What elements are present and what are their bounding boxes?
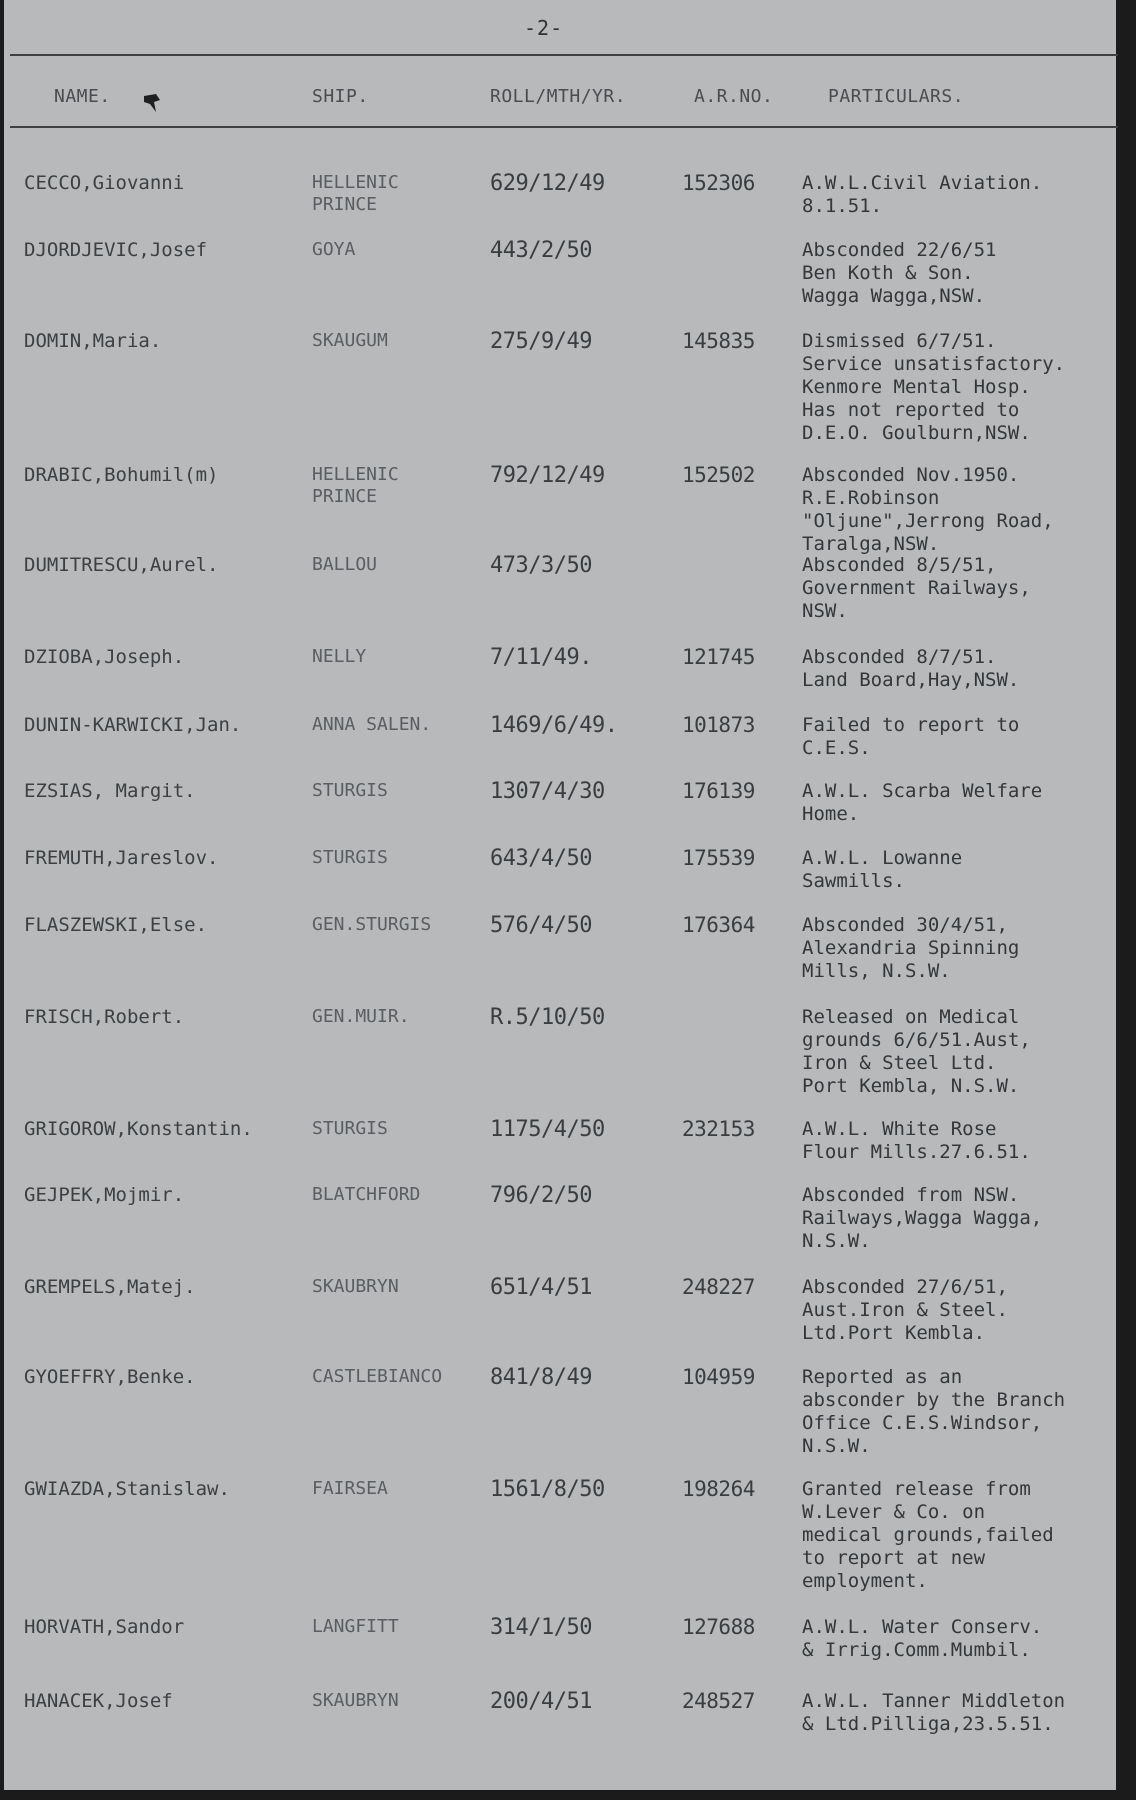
record-particulars: Reported as an absconder by the Branch Office C.E.S.Windsor, N.S.W. (802, 1366, 1066, 1457)
record-name: DRABIC,Bohumil(m) (24, 464, 219, 486)
record-name: FLASZEWSKI,Else. (24, 914, 208, 936)
record-ship: HELLENIC PRINCE (312, 172, 399, 215)
record-ship: CASTLEBIANCO (312, 1366, 443, 1387)
record-ar-no: 232153 (682, 1117, 755, 1141)
record-ship: STURGIS (312, 1118, 388, 1139)
record-ar-no: 248527 (682, 1689, 755, 1713)
record-roll: 275/9/49 (490, 329, 592, 354)
record-roll: 443/2/50 (490, 238, 592, 263)
record-particulars: Absconded 27/6/51, Aust.Iron & Steel. Ltd.Port Kembla. (802, 1276, 1008, 1344)
record-ar-no: 104959 (682, 1365, 755, 1389)
record-ar-no: 152502 (682, 463, 755, 487)
record-particulars: A.W.L. Scarba Welfare Home. (802, 780, 1043, 825)
record-ship: BALLOU (312, 554, 378, 575)
record-ship: BLATCHFORD (312, 1184, 421, 1205)
record-name: DUMITRESCU,Aurel. (24, 554, 219, 576)
record-particulars: Granted release from W.Lever & Co. on medical grounds,failed to report at new employment. (802, 1478, 1054, 1592)
record-name: HORVATH,Sandor (24, 1616, 185, 1638)
record-roll: 841/8/49 (490, 1365, 592, 1390)
record-name: DZIOBA,Joseph. (24, 646, 185, 668)
record-ar-no: 176364 (682, 913, 755, 937)
record-ship: GEN.MUIR. (312, 1006, 410, 1027)
record-particulars: Released on Medical grounds 6/6/51.Aust, Iron & Steel Ltd. Port Kembla, N.S.W. (802, 1006, 1031, 1097)
column-header-particulars: PARTICULARS. (828, 86, 965, 107)
record-name: GRIGOROW,Konstantin. (24, 1118, 253, 1140)
record-name: EZSIAS, Margit. (24, 780, 196, 802)
record-particulars: A.W.L. Tanner Middleton & Ltd.Pilliga,23.5.51. (802, 1690, 1066, 1735)
record-particulars: Absconded from NSW. Railways,Wagga Wagga, N.S.W. (802, 1184, 1043, 1252)
record-name: GYOEFFRY,Benke. (24, 1366, 196, 1388)
record-ship: LANGFITT (312, 1616, 399, 1637)
record-name: DJORDJEVIC,Josef (24, 239, 208, 261)
record-ar-no: 152306 (682, 171, 755, 195)
record-particulars: Absconded 8/7/51. Land Board,Hay,NSW. (802, 646, 1020, 691)
record-roll: 473/3/50 (490, 553, 592, 578)
record-particulars: Absconded 22/6/51 Ben Koth & Son. Wagga Wagga,NSW. (802, 239, 997, 307)
record-ar-no: 248227 (682, 1275, 755, 1299)
record-ship: ANNA SALEN. (312, 714, 432, 735)
record-name: FRISCH,Robert. (24, 1006, 185, 1028)
record-roll: 7/11/49. (490, 645, 592, 670)
column-header-ar-no: A.R.NO. (694, 86, 774, 107)
record-roll: 1469/6/49. (490, 713, 618, 738)
record-name: GWIAZDA,Stanislaw. (24, 1478, 230, 1500)
record-roll: 314/1/50 (490, 1615, 592, 1640)
record-ship: NELLY (312, 646, 367, 667)
record-ar-no: 127688 (682, 1615, 755, 1639)
ink-mark (142, 92, 162, 114)
header-bottom-rule (10, 126, 1118, 128)
record-ar-no: 121745 (682, 645, 755, 669)
record-particulars: A.W.L.Civil Aviation. 8.1.51. (802, 172, 1043, 217)
record-roll: 1175/4/50 (490, 1117, 605, 1142)
record-ar-no: 145835 (682, 329, 755, 353)
record-ship: HELLENIC PRINCE (312, 464, 399, 507)
record-ship: STURGIS (312, 780, 388, 801)
header-top-rule (10, 54, 1118, 56)
record-particulars: Absconded Nov.1950. R.E.Robinson "Oljune",Jerrong Road, Taralga,NSW. (802, 464, 1054, 555)
record-name: GREMPELS,Matej. (24, 1276, 196, 1298)
record-roll: 629/12/49 (490, 171, 605, 196)
record-ship: SKAUBRYN (312, 1690, 399, 1711)
record-name: DUNIN-KARWICKI,Jan. (24, 714, 242, 736)
record-roll: 796/2/50 (490, 1183, 592, 1208)
record-ar-no: 198264 (682, 1477, 755, 1501)
record-name: CECCO,Giovanni (24, 172, 185, 194)
record-roll: 1561/8/50 (490, 1477, 605, 1502)
record-name: FREMUTH,Jareslov. (24, 847, 219, 869)
page-number: -2- (524, 16, 564, 40)
record-particulars: Dismissed 6/7/51. Service unsatisfactory. Kenmore Mental Hosp. Has not reported to D.E.O. Goulburn,NSW. (802, 330, 1066, 444)
record-particulars: A.W.L. White Rose Flour Mills.27.6.51. (802, 1118, 1031, 1163)
record-roll: R.5/10/50 (490, 1005, 605, 1030)
record-particulars: Failed to report to C.E.S. (802, 714, 1020, 759)
record-name: GEJPEK,Mojmir. (24, 1184, 185, 1206)
record-ar-no: 101873 (682, 713, 755, 737)
column-header-name: NAME. (54, 86, 111, 107)
record-roll: 1307/4/30 (490, 779, 605, 804)
record-particulars: Absconded 30/4/51, Alexandria Spinning Mills, N.S.W. (802, 914, 1020, 982)
record-ship: SKAUBRYN (312, 1276, 399, 1297)
record-ship: STURGIS (312, 847, 388, 868)
record-name: HANACEK,Josef (24, 1690, 173, 1712)
record-ship: FAIRSEA (312, 1478, 388, 1499)
document-page (4, 0, 1116, 1790)
record-particulars: A.W.L. Water Conserv. & Irrig.Comm.Mumbil. (802, 1616, 1043, 1661)
record-particulars: A.W.L. Lowanne Sawmills. (802, 847, 963, 892)
record-ar-no: 176139 (682, 779, 755, 803)
record-roll: 792/12/49 (490, 463, 605, 488)
column-header-ship: SHIP. (312, 86, 369, 107)
record-roll: 200/4/51 (490, 1689, 592, 1714)
column-header-roll: ROLL/MTH/YR. (490, 86, 627, 107)
record-ar-no: 175539 (682, 846, 755, 870)
record-roll: 576/4/50 (490, 913, 592, 938)
record-ship: SKAUGUM (312, 330, 388, 351)
record-ship: GOYA (312, 239, 356, 260)
record-ship: GEN.STURGIS (312, 914, 432, 935)
record-name: DOMIN,Maria. (24, 330, 162, 352)
record-roll: 651/4/51 (490, 1275, 592, 1300)
record-particulars: Absconded 8/5/51, Government Railways, NSW. (802, 554, 1031, 622)
record-roll: 643/4/50 (490, 846, 592, 871)
